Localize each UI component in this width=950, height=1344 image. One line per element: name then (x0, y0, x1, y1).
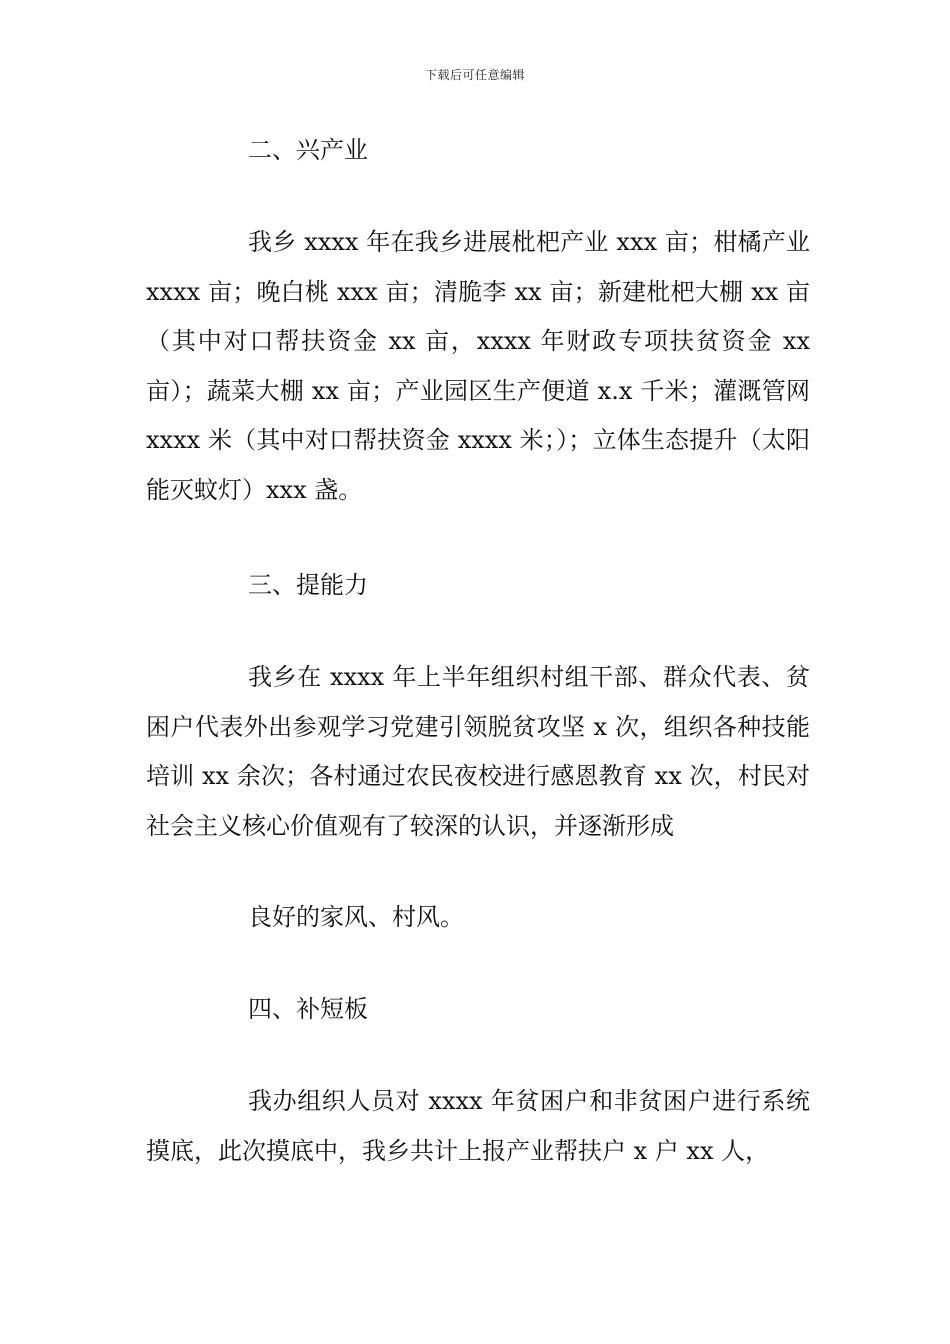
section-heading-shortcomings: 四、补短板 (248, 995, 368, 1023)
spacer (146, 174, 810, 218)
section-heading-industry: 二、兴产业 (248, 136, 368, 164)
spacer (146, 1033, 810, 1077)
section-paragraph-capability-continuation: 良好的家风、村风。 (248, 903, 464, 931)
section-paragraph-shortcomings: 我办组织人员对 xxxx 年贫困户和非贫困户进行系统摸底，此次摸底中，我乡共计上报产业帮扶户 x 户 xx 人， (146, 1087, 810, 1165)
spacer (146, 609, 810, 653)
spacer (146, 941, 810, 985)
document-body (146, 126, 834, 1176)
section-paragraph-industry: 我乡 xxxx 年在我乡进展枇杷产业 xxx 亩；柑橘产业 xxxx 亩；晚白桃 xxx 亩；清脆李 xx 亩；新建枇杷大棚 xx 亩（其中对口帮扶资金 xx 亩，xxxx 年财政专项扶贫资金 xx 亩）；蔬菜大棚 xx 亩；产业园区生产便道 x.x 千米；灌溉管网 xxxx 米（其中对口帮扶资金 xxxx 米；）；立体生态提升（太阳能灭蚊灯）xxx 盏。 (146, 228, 834, 504)
spacer (146, 515, 810, 561)
section-paragraph-capability: 我乡在 xxxx 年上半年组织村组干部、群众代表、贫困户代表外出参观学习党建引领脱贫攻坚 x 次，组织各种技能培训 xx 余次；各村通过农民夜校进行感恩教育 xx 次，村民对社会主义核心价值观有了较深的认识，并逐渐形成 (146, 663, 810, 840)
section-heading-capability: 三、提能力 (248, 571, 368, 599)
header-note: 下载后可任意编辑 (424, 68, 525, 82)
spacer (146, 851, 810, 893)
